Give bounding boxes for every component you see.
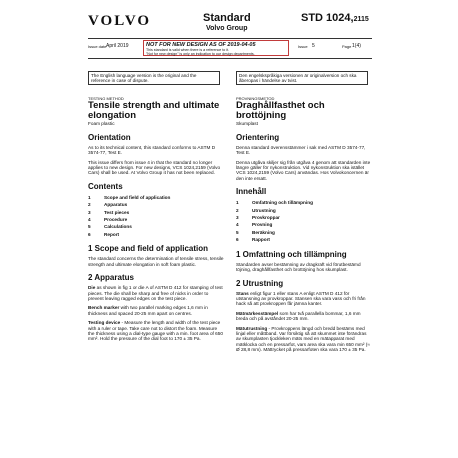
innehall-heading: Innehåll: [236, 187, 267, 197]
notice-line-2: "Not for new design" is only an indication to our design departments.: [146, 52, 255, 56]
testing-method-label: TESTING METHOD: [88, 96, 124, 101]
orientering-heading: Orientering: [236, 132, 280, 142]
contents-item[interactable]: 6 Report: [88, 231, 120, 237]
english-column: [88, 96, 224, 346]
std-number-main: STD 1024,: [301, 12, 354, 24]
orientering-paragraph-2: Denna utgåva skiljer sig från utgåva 4 genom att standarden inte längre gäller för nykonstruktion. Vid nykonstruktion ska istället VCS 1024,2159 (Volvo Cars) användas. Hos Volvokoncernen är den inte ersatt.: [236, 159, 371, 181]
notice-title: NOT FOR NEW DESIGN AS OF 2019-04-05: [146, 42, 256, 48]
omfattning-paragraph: Standarden avser bestämning av dragkraft vid förutbestämd töjning, draghållfasthet och brottöjning hos skumplast.: [236, 261, 361, 273]
provningsmetod-label: PROVNINGSMETOD: [236, 96, 275, 101]
innehall-list: [236, 199, 372, 243]
contents-item[interactable]: 2 Apparatus: [88, 202, 128, 208]
not-for-new-design-notice: [143, 40, 289, 56]
orientering-paragraph-1: Denna standard överensstämmer i sak med ASTM D 3574-77, Test E.: [236, 144, 366, 156]
contents-item[interactable]: 2 Utrustning: [236, 207, 276, 213]
volvo-logo: VOLVO: [88, 13, 152, 29]
scope-paragraph: The standard concerns the determination of tensile stress, tensile strength and ultimate elongation in soft foam plastic.: [88, 256, 224, 267]
material-label-sv: Skumplast: [236, 121, 258, 127]
utrustning-heading: 2 Utrustning: [236, 278, 284, 288]
testing-device-paragraph: Testing device - Measure the length and width of the test piece with a ruler or tape. Take care not to distort the foam. Measure the thickness using a dial-type gauge with a min. foot area of 650 mm². Hold the pressure of the dial foot to 170 ± 35 Pa.: [88, 320, 223, 342]
contents-item[interactable]: 5 Beräkning: [236, 229, 275, 235]
contents-item[interactable]: 4 Procedure: [88, 217, 128, 223]
contents-item[interactable]: 1 Scope and field of application: [88, 194, 171, 200]
english-language-notice: The English language version is the original and the reference in case of dispute.: [88, 71, 220, 85]
contents-item[interactable]: 4 Provning: [236, 222, 273, 228]
contents-item[interactable]: 3 Provkroppar: [236, 215, 280, 221]
contents-item[interactable]: 1 Omfattning och tillämpning: [236, 200, 313, 206]
standard-number: [301, 12, 369, 24]
apparatus-heading: 2 Apparatus: [88, 273, 134, 283]
orientation-paragraph-1: As to its technical content, this standard conforms to ASTM D 3574-77, Test E.: [88, 144, 216, 156]
standard-title: Standard: [203, 12, 251, 24]
bench-marker-paragraph: Bench marker with two parallel marking edges 1,6 mm in thickness and spaced 20-25 mm apart on centres.: [88, 305, 208, 316]
document-title: Tensile strength and ultimate elongation: [88, 100, 220, 122]
swedish-column: [236, 96, 372, 357]
material-label: Foam plastic: [88, 121, 115, 127]
matmarkesstampel-paragraph: Mätmärkesstämpel som har två parallella bommar, 1,6 mm breda och på avståndet 20-25 mm.: [236, 310, 361, 322]
contents-item[interactable]: 5 Calculations: [88, 224, 132, 230]
contents-list: [88, 194, 224, 238]
document-title-sv: Draghållfasthet och brottöjning: [236, 100, 325, 122]
std-number-version: 2115: [353, 16, 369, 23]
contents-item[interactable]: 3 Test pieces: [88, 209, 130, 215]
page-label: Page: [342, 44, 352, 49]
contents-heading: Contents: [88, 181, 123, 191]
orientation-heading: Orientation: [88, 132, 131, 142]
omfattning-heading: 1 Omfattning och tillämpning: [236, 249, 347, 259]
matutrustning-paragraph: Mätutrustning - Provkroppens längd och bredd bestäms med linjal eller måttband. Var försiktig så att skummet inte förändras av skumplasten tjockleken mäts med en mätapparat med mätklocka och en pressarfot, vars area ska vara min 650 mm² (≈ Ø 28,8 mm). Mättrycket på pressarfoten ska vara 170 ± 35 Pa.: [236, 325, 370, 353]
issue-number-label: Issue: [298, 44, 308, 49]
page-number: 1(4): [352, 43, 361, 49]
header-divider-top: [88, 38, 372, 39]
die-paragraph: Die as shown in fig 1 or die A of ASTM D 412 for stamping of test pieces. The die shall be sharp and free of nicks in order to prevent leaving ragged edges on the test piece.: [88, 285, 223, 301]
issue-number-value: 5: [312, 43, 315, 49]
notice-line-1: This standard is valid when there is a reference to it.: [146, 48, 230, 52]
scope-heading: 1 Scope and field of application: [88, 244, 209, 254]
stans-paragraph: Stans enligt figur 1 eller stans A enligt ASTM D 412 för utstansning av provkroppar. Stansen ska vara vass och fri från hack så att provkroppen får jämna kanter.: [236, 290, 366, 307]
header-divider-bottom: [88, 58, 372, 59]
issue-date-value: April 2019: [106, 43, 129, 49]
swedish-language-notice: Den engelskspråkiga versionen är originalversion och ska åberopas i händelse av tvist.: [236, 71, 368, 85]
contents-item[interactable]: 6 Rapport: [236, 237, 270, 243]
issue-date-label: Issue date: [88, 44, 107, 49]
orientation-paragraph-2: This issue differs from issue 4 in that the standard no longer applies to new design. For new designs, VCS 1024,2159 (Volvo Cars) shall be used. At Volvo Group it has not been replaced.: [88, 159, 221, 176]
standard-subtitle: Volvo Group: [206, 25, 248, 32]
